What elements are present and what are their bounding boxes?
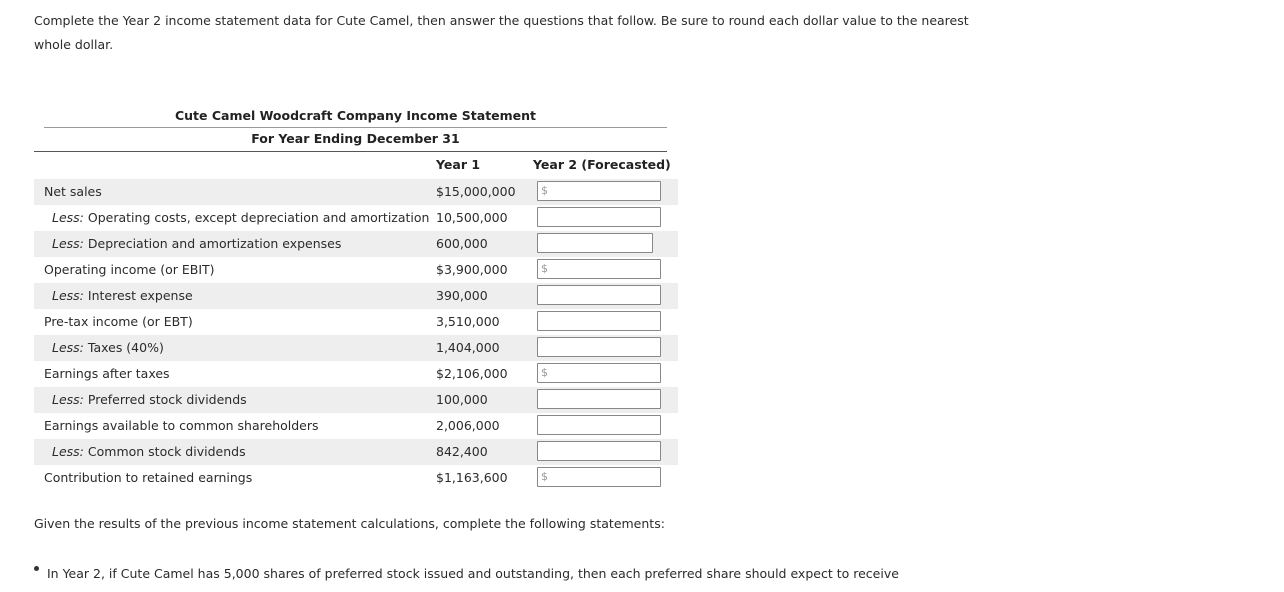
row-taxes	[34, 335, 678, 361]
column-header-year2: Year 2 (Forecasted)	[533, 157, 671, 172]
row-label: Net sales	[44, 184, 102, 199]
dollar-sign: $	[541, 366, 548, 379]
taxes-year2-input[interactable]	[537, 337, 661, 357]
row-retained-earnings	[34, 465, 678, 491]
row-label: Less: Common stock dividends	[52, 444, 246, 459]
year1-value: $1,163,600	[436, 470, 508, 485]
bullet-icon	[34, 566, 39, 571]
dollar-sign: $	[541, 470, 548, 483]
year1-value: $2,106,000	[436, 366, 508, 381]
row-label: Less: Taxes (40%)	[52, 340, 164, 355]
year1-value: $15,000,000	[436, 184, 516, 199]
row-label: Pre-tax income (or EBT)	[44, 314, 193, 329]
row-label: Contribution to retained earnings	[44, 470, 253, 485]
year1-value: 10,500,000	[436, 210, 508, 225]
year1-value: 1,404,000	[436, 340, 500, 355]
dollar-sign: $	[541, 262, 548, 275]
preferred-dividends-year2-input[interactable]	[537, 389, 661, 409]
less-prefix: Less:	[52, 236, 84, 251]
row-label: Earnings available to common shareholders	[44, 418, 319, 433]
row-net-sales	[34, 179, 678, 205]
column-header-year1: Year 1	[436, 157, 481, 172]
common-dividends-year2-input[interactable]	[537, 441, 661, 461]
row-depreciation	[34, 231, 678, 257]
year1-value: $3,900,000	[436, 262, 508, 277]
row-interest-expense	[34, 283, 678, 309]
row-ebt	[34, 309, 678, 335]
ebit-year2-input[interactable]	[537, 259, 661, 279]
row-label: Less: Preferred stock dividends	[52, 392, 247, 407]
interest-expense-year2-input[interactable]	[537, 285, 661, 305]
row-earnings-after-taxes	[34, 361, 678, 387]
less-prefix: Less:	[52, 340, 84, 355]
row-preferred-dividends	[34, 387, 678, 413]
earnings-common-year2-input[interactable]	[537, 415, 661, 435]
row-operating-costs	[34, 205, 678, 231]
less-prefix: Less:	[52, 392, 84, 407]
row-label: Less: Operating costs, except depreciation and amortization	[52, 210, 430, 225]
row-label: Earnings after taxes	[44, 366, 170, 381]
year1-value: 600,000	[436, 236, 488, 251]
year1-value: 100,000	[436, 392, 488, 407]
year1-value: 3,510,000	[436, 314, 500, 329]
question-1-text: In Year 2, if Cute Camel has 5,000 shares of preferred stock issued and outstanding, then each preferred share should expect to receive	[47, 566, 899, 581]
net-sales-year2-input[interactable]	[537, 181, 661, 201]
row-label: Less: Interest expense	[52, 288, 193, 303]
less-prefix: Less:	[52, 210, 84, 225]
statement-subtitle: For Year Ending December 31	[251, 131, 460, 146]
year1-value: 2,006,000	[436, 418, 500, 433]
statement-title: Cute Camel Woodcraft Company Income Statement	[174, 108, 537, 123]
operating-costs-year2-input[interactable]	[537, 207, 661, 227]
dollar-sign: $	[541, 184, 548, 197]
retained-earnings-year2-input[interactable]	[537, 467, 661, 487]
followup-instruction: Given the results of the previous income statement calculations, complete the following statements:	[34, 516, 665, 531]
year1-value: 842,400	[436, 444, 488, 459]
year1-value: 390,000	[436, 288, 488, 303]
row-label: Operating income (or EBIT)	[44, 262, 215, 277]
statement-header	[44, 105, 667, 150]
instructions-text: Complete the Year 2 income statement data for Cute Camel, then answer the questions that follow. Be sure to round each dollar value to the nearest whole dollar.	[34, 13, 969, 52]
row-ebit	[34, 257, 678, 283]
less-prefix: Less:	[52, 444, 84, 459]
depreciation-year2-input[interactable]	[537, 233, 653, 253]
row-common-dividends	[34, 439, 678, 465]
row-earnings-common	[34, 413, 678, 439]
ebt-year2-input[interactable]	[537, 311, 661, 331]
less-prefix: Less:	[52, 288, 84, 303]
title-divider	[44, 127, 667, 128]
earnings-after-taxes-year2-input[interactable]	[537, 363, 661, 383]
row-label: Less: Depreciation and amortization expenses	[52, 236, 342, 251]
